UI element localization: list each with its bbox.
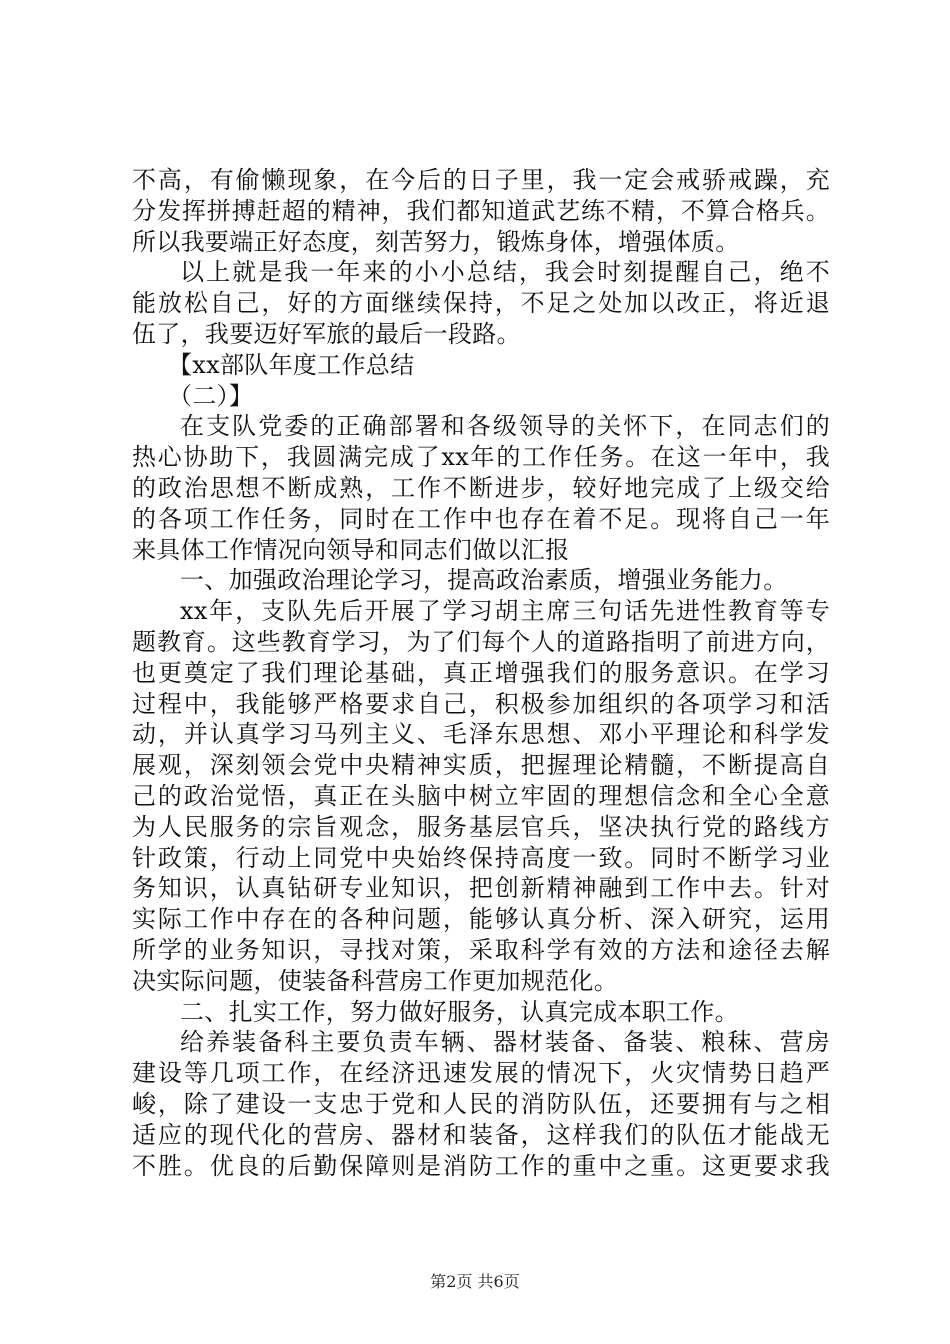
text-line: 在支队党委的正确部署和各级领导的关怀下，在同志们的 bbox=[180, 412, 830, 441]
text-line: 题教育。这些教育学习，为了们每个人的道路指明了前进方向， bbox=[132, 627, 830, 656]
text-line: 己的政治觉悟，真正在头脑中树立牢固的理想信念和全心全意 bbox=[132, 781, 830, 810]
text-line: 的各项工作任务，同时在工作中也存在着不足。现将自己一年 bbox=[132, 504, 830, 533]
text-line: 一、加强政治理论学习，提高政治素质，增强业务能力。 bbox=[180, 566, 788, 595]
text-line: 来具体工作情况向领导和同志们做以汇报 bbox=[132, 535, 570, 564]
text-line: 所学的业务知识，寻找对策，采取科学有效的方法和途径去解 bbox=[132, 935, 830, 964]
text-line: 不高，有偷懒现象，在今后的日子里，我一定会戒骄戒躁，充 bbox=[132, 166, 830, 194]
body-text bbox=[132, 165, 830, 1181]
text-line: 建设等几项工作，在经济迅速发展的情况下，火灾情势日趋严 bbox=[132, 1059, 830, 1088]
text-line: 二、扎实工作，努力做好服务，认真完成本职工作。 bbox=[180, 997, 739, 1026]
text-line: 所以我要端正好态度，刻苦努力，锻炼身体，增强体质。 bbox=[132, 227, 740, 256]
text-line: xx年，支队先后开展了学习胡主席三句话先进性教育等专 bbox=[180, 597, 830, 626]
text-line: 过程中，我能够严格要求自己，积极参加组织的各项学习和活 bbox=[132, 689, 830, 718]
text-line: 分发挥拼搏赶超的精神，我们都知道武艺练不精，不算合格兵。 bbox=[132, 196, 830, 225]
text-line: 务知识，认真钻研专业知识，把创新精神融到工作中去。针对 bbox=[132, 874, 830, 903]
text-line: 适应的现代化的营房、器材和装备，这样我们的队伍才能战无 bbox=[132, 1120, 830, 1149]
text-line: 不胜。优良的后勤保障则是消防工作的重中之重。这更要求我 bbox=[132, 1151, 830, 1180]
text-line: 也更奠定了我们理论基础，真正增强我们的服务意识。在学习 bbox=[132, 658, 830, 687]
text-line: 能放松自己，好的方面继续保持，不足之处加以改正，将近退 bbox=[132, 289, 830, 318]
text-line: 为人民服务的宗旨观念，服务基层官兵，坚决执行党的路线方 bbox=[132, 812, 830, 841]
text-line: 峻，除了建设一支忠于党和人民的消防队伍，还要拥有与之相 bbox=[132, 1089, 830, 1118]
text-line: 热心协助下，我圆满完成了xx年的工作任务。在这一年中，我 bbox=[132, 443, 830, 472]
text-line: （二）】 bbox=[168, 381, 254, 410]
text-line: 的政治思想不断成熟，工作不断进步，较好地完成了上级交给 bbox=[132, 473, 830, 502]
text-line: 给养装备科主要负责车辆、器材装备、备装、粮秣、营房 bbox=[180, 1028, 830, 1057]
page-number-footer: 第2页 共6页 bbox=[430, 1272, 520, 1291]
text-line: 展观，深刻领会党中央精神实质，把握理论精髓，不断提高自 bbox=[132, 751, 830, 780]
text-line: 以上就是我一年来的小小总结，我会时刻提醒自己，绝不 bbox=[180, 258, 830, 287]
text-line: 伍了，我要迈好军旅的最后一段路。 bbox=[132, 319, 521, 348]
text-line: 针政策，行动上同党中央始终保持高度一致。同时不断学习业 bbox=[132, 843, 830, 872]
text-line: 决实际问题，使装备科营房工作更加规范化。 bbox=[132, 966, 618, 995]
text-line: 【xx部队年度工作总结 bbox=[168, 350, 415, 379]
text-line: 动，并认真学习马列主义、毛泽东思想、邓小平理论和科学发 bbox=[132, 720, 830, 749]
text-line: 实际工作中存在的各种问题，能够认真分析、深入研究，运用 bbox=[132, 905, 830, 934]
